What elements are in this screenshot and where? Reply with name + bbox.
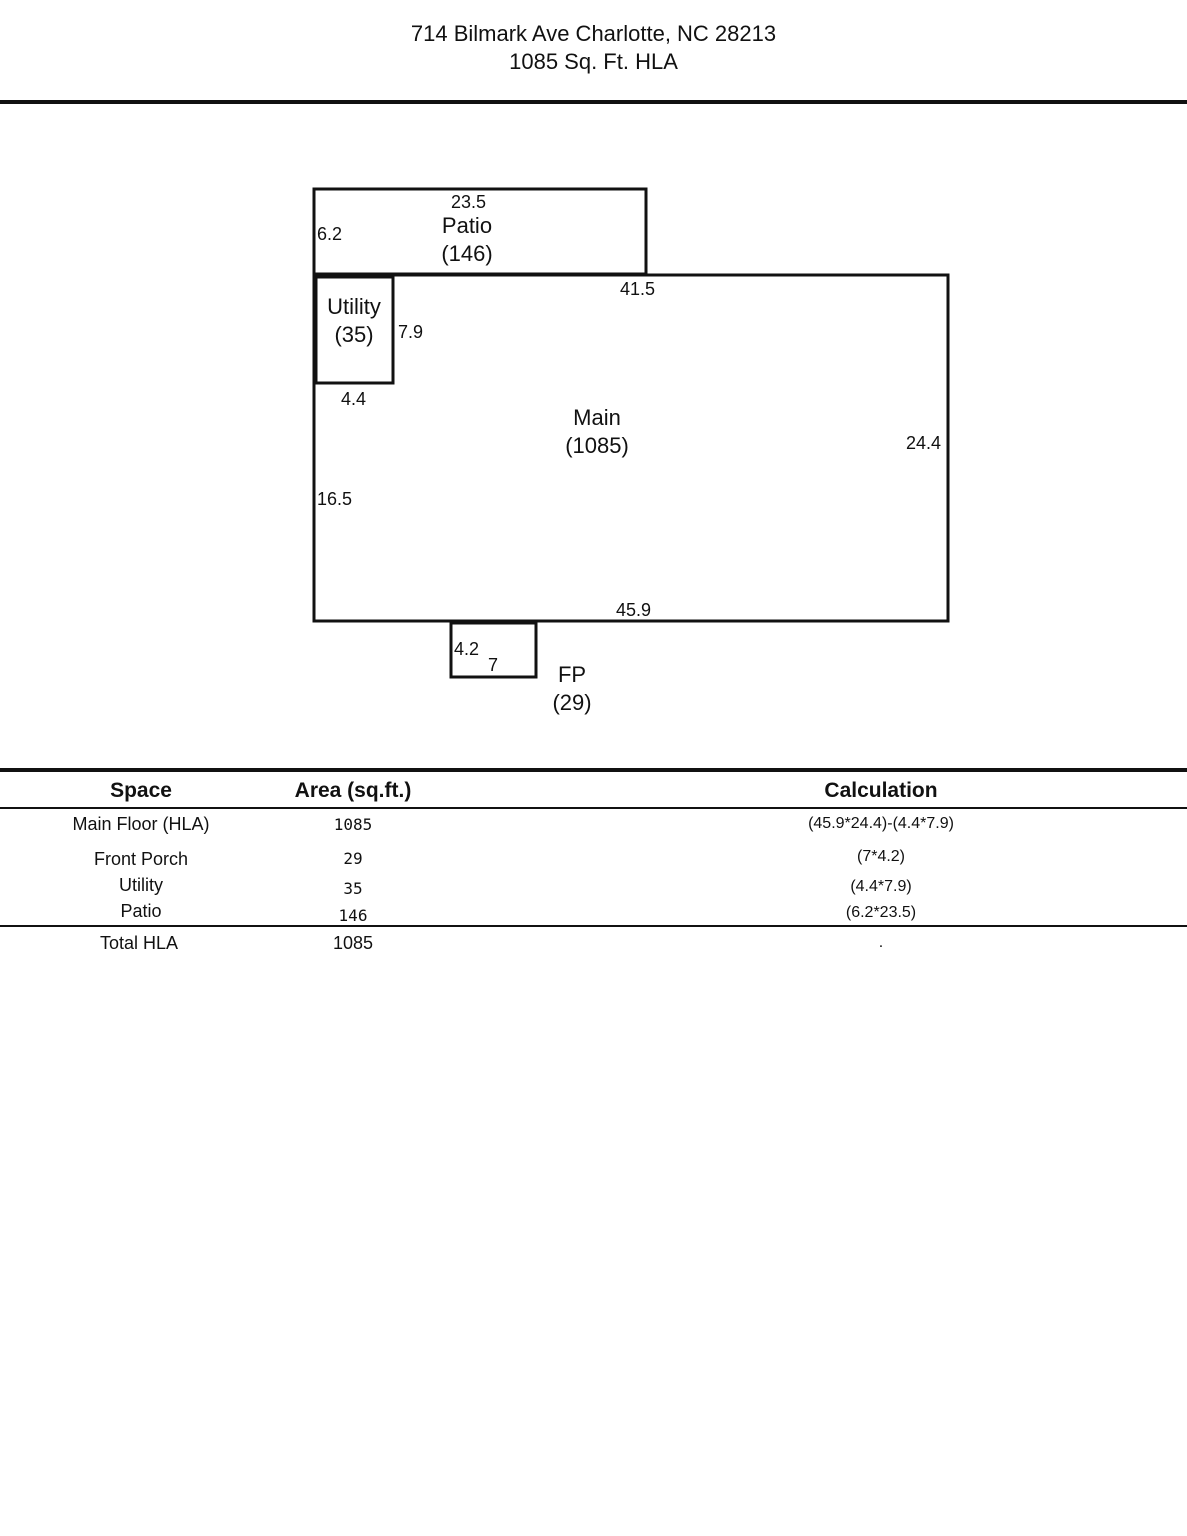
fp-dim-side: 4.2 xyxy=(454,639,480,659)
property-address: 714 Bilmark Ave Charlotte, NC 28213 xyxy=(410,21,777,46)
row-space: Front Porch xyxy=(93,849,189,869)
row-calculation: (6.2*23.5) xyxy=(845,904,917,921)
row-area: 35 xyxy=(343,879,363,898)
row-area: 1085 xyxy=(333,815,373,834)
patio-label xyxy=(441,212,492,268)
patio-area: (146) xyxy=(441,241,493,266)
patio-dim-top: 23.5 xyxy=(451,192,487,212)
main-area: (1085) xyxy=(565,433,629,458)
col-header-calculation: Calculation xyxy=(824,779,938,802)
hla-summary: 1085 Sq. Ft. HLA xyxy=(509,49,678,74)
main-name: Main xyxy=(573,405,621,430)
row-space: Main Floor (HLA) xyxy=(72,814,210,834)
utility-area: (35) xyxy=(334,322,374,347)
main-dim-left: 16.5 xyxy=(317,489,353,509)
utility-label xyxy=(327,293,381,349)
row-area: 146 xyxy=(338,906,368,925)
main-dim-right: 24.4 xyxy=(906,433,942,453)
table-top-rule xyxy=(0,768,1187,772)
fp-area: (29) xyxy=(552,690,592,715)
patio-dim-side: 6.2 xyxy=(317,224,343,244)
fp-label xyxy=(552,661,591,717)
fp-dim-bottom: 7 xyxy=(488,655,499,675)
row-area: 29 xyxy=(343,849,363,868)
row-space: Utility xyxy=(119,875,163,895)
col-header-area: Area (sq.ft.) xyxy=(294,779,412,802)
header-row-rule xyxy=(0,807,1187,809)
row-calculation: (4.4*7.9) xyxy=(850,878,912,895)
row-calculation: (45.9*24.4)-(4.4*7.9) xyxy=(808,815,954,832)
col-header-space: Space xyxy=(110,779,172,802)
patio-name: Patio xyxy=(441,213,493,238)
row-calculation: (7*4.2) xyxy=(856,848,906,865)
row-space: Patio xyxy=(120,901,162,921)
utility-name: Utility xyxy=(327,294,381,319)
utility-dim-side: 7.9 xyxy=(398,322,424,342)
main-label xyxy=(565,404,629,460)
floor-plan-sketch xyxy=(0,0,1187,760)
total-calculation: . xyxy=(878,934,884,951)
main-dim-bottom: 45.9 xyxy=(616,600,652,620)
total-row-rule xyxy=(0,925,1187,927)
fp-name: FP xyxy=(557,662,587,687)
main-dim-top: 41.5 xyxy=(620,279,656,299)
total-area: 1085 xyxy=(332,933,374,953)
utility-dim-bottom: 4.4 xyxy=(341,389,367,409)
total-space: Total HLA xyxy=(99,933,179,953)
